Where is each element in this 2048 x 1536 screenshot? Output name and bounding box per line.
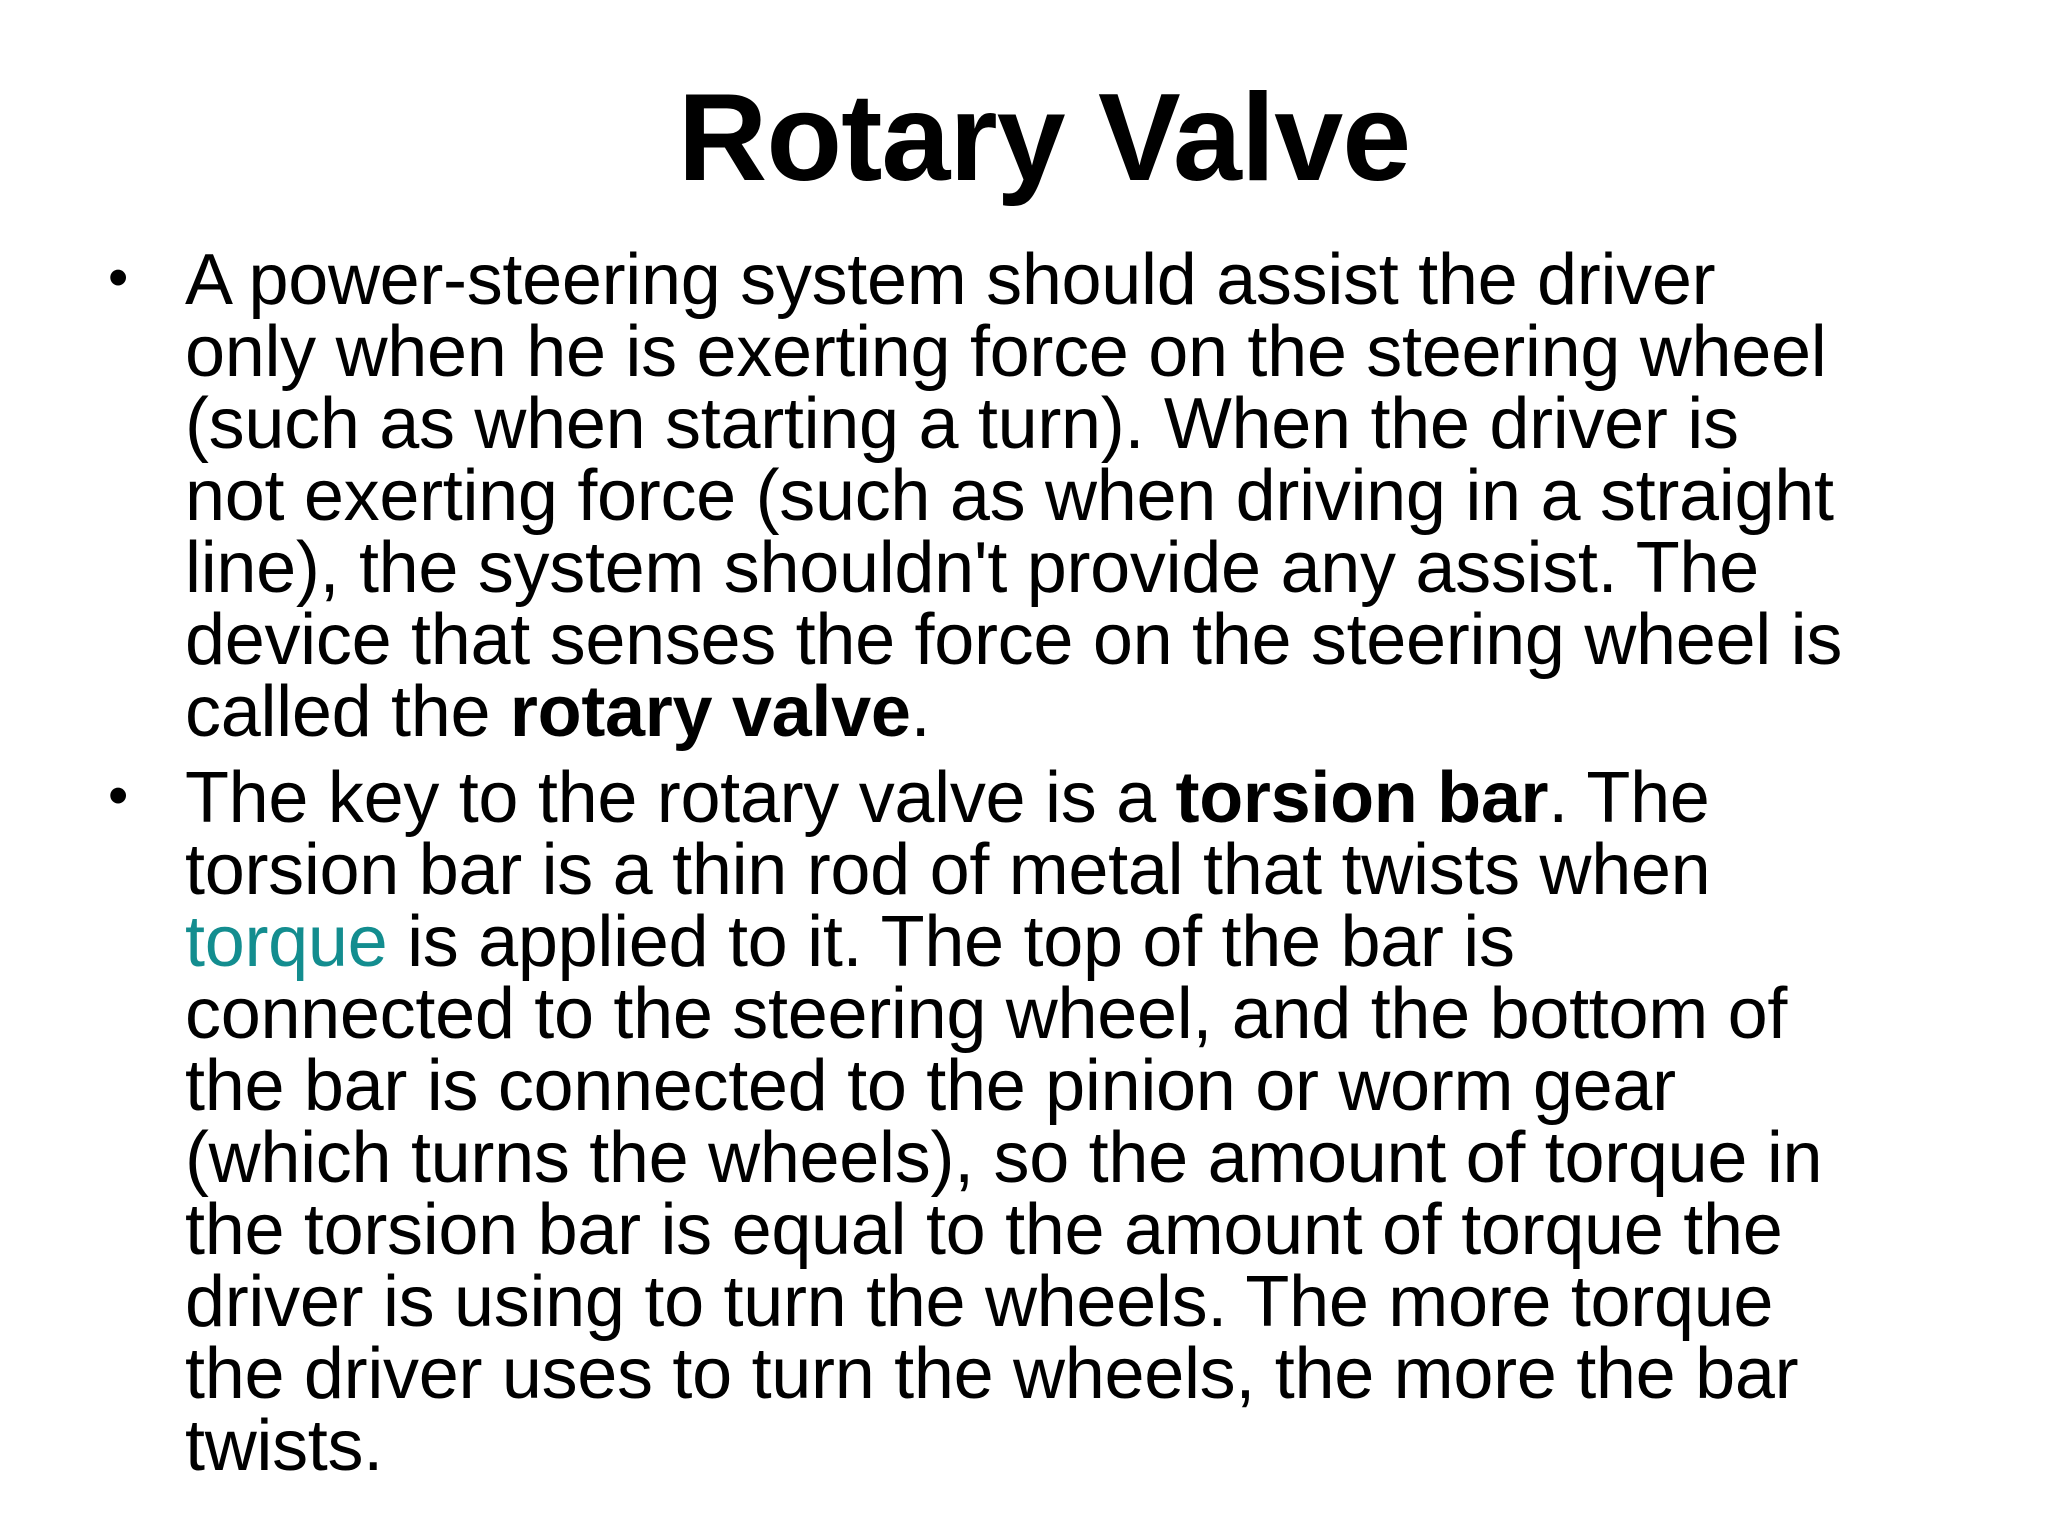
text-line: twists.: [185, 1406, 383, 1486]
text-line: A power-steering system should assist the driver: [185, 240, 1716, 320]
bullet-icon: •: [108, 763, 129, 828]
text-line: device that senses the force on the steering wheel is: [185, 600, 1843, 680]
text-line: [185, 758, 1842, 838]
bullet-icon: •: [108, 245, 129, 310]
term-rotary-valve: rotary valve: [509, 672, 911, 752]
text-line: [185, 902, 1842, 982]
text-line: torsion bar is a thin rod of metal that twists when: [185, 830, 1711, 910]
text-line: driver is using to turn the wheels. The more torque: [185, 1262, 1774, 1342]
text-line: connected to the steering wheel, and the bottom of: [185, 974, 1788, 1054]
text-fragment: . The: [1548, 758, 1710, 838]
text-line: (which turns the wheels), so the amount of torque in: [185, 1118, 1823, 1198]
torque-link[interactable]: torque: [185, 902, 388, 982]
bullet-list: [0, 240, 1843, 1496]
text-line: not exerting force (such as when driving in a straight: [185, 456, 1834, 536]
text-fragment: called the: [185, 672, 510, 752]
text-line: [185, 672, 1842, 752]
text-fragment: .: [910, 672, 931, 752]
text-line: line), the system shouldn't provide any assist. The: [185, 528, 1759, 608]
term-torsion-bar: torsion bar: [1175, 758, 1549, 838]
bullet-item-torsion-bar: [0, 758, 1842, 1486]
text-line: only when he is exerting force on the steering wheel: [185, 312, 1827, 392]
text-line: (such as when starting a turn). When the driver is: [185, 384, 1739, 464]
text-line: the driver uses to turn the wheels, the more the bar: [185, 1334, 1799, 1414]
text-fragment: is applied to it. The top of the bar is: [387, 902, 1515, 982]
bullet-item-power-steering: [0, 240, 1843, 752]
text-fragment: The key to the rotary valve is a: [185, 758, 1176, 838]
text-line: the torsion bar is equal to the amount of torque the: [185, 1190, 1783, 1270]
slide-title: Rotary Valve: [677, 69, 1411, 207]
text-line: the bar is connected to the pinion or worm gear: [185, 1046, 1676, 1126]
